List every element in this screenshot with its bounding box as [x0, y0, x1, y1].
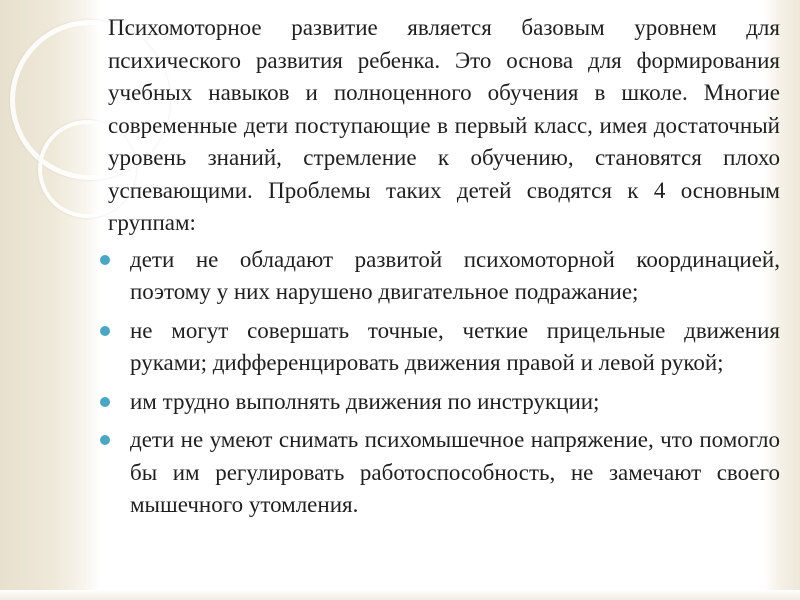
intro-paragraph: Психомоторное развитие является базовым уровнем для психического развития ребенка. Это основа для формирования учебных навыков и полноценного обучения в школе. Многие современные дети поступающие в первый класс, имея достаточный уровень знаний, стремление к обучению, становятся плохо успевающими. Проблемы таких детей сводятся к 4 основным группам: — [108, 15, 780, 235]
bullet-text: не могут совершать точные, четкие прицельные движения руками; дифференцировать движения правой и левой рукой; — [130, 317, 780, 375]
bullet-text: дети не обладают развитой психомоторной координацией, поэтому у них нарушено двигательное подражание; — [130, 246, 780, 304]
bullet-item — [108, 244, 780, 309]
bullet-dot-icon — [100, 255, 110, 265]
slide-content — [108, 12, 780, 528]
decorative-bottom-band — [0, 590, 800, 600]
bullet-dot-icon — [100, 326, 110, 336]
bullet-item — [108, 424, 780, 522]
bullet-item — [108, 315, 780, 380]
bullet-text: дети не умеют снимать психомышечное напряжение, что помогло бы им регулировать работоспособность, не замечают своего мышечного утомления. — [130, 427, 780, 517]
bullet-item — [108, 386, 780, 419]
bullet-text: им трудно выполнять движения по инструкции; — [130, 388, 600, 414]
bullet-dot-icon — [100, 397, 110, 407]
bullet-dot-icon — [100, 435, 110, 445]
bullet-list — [108, 244, 780, 522]
